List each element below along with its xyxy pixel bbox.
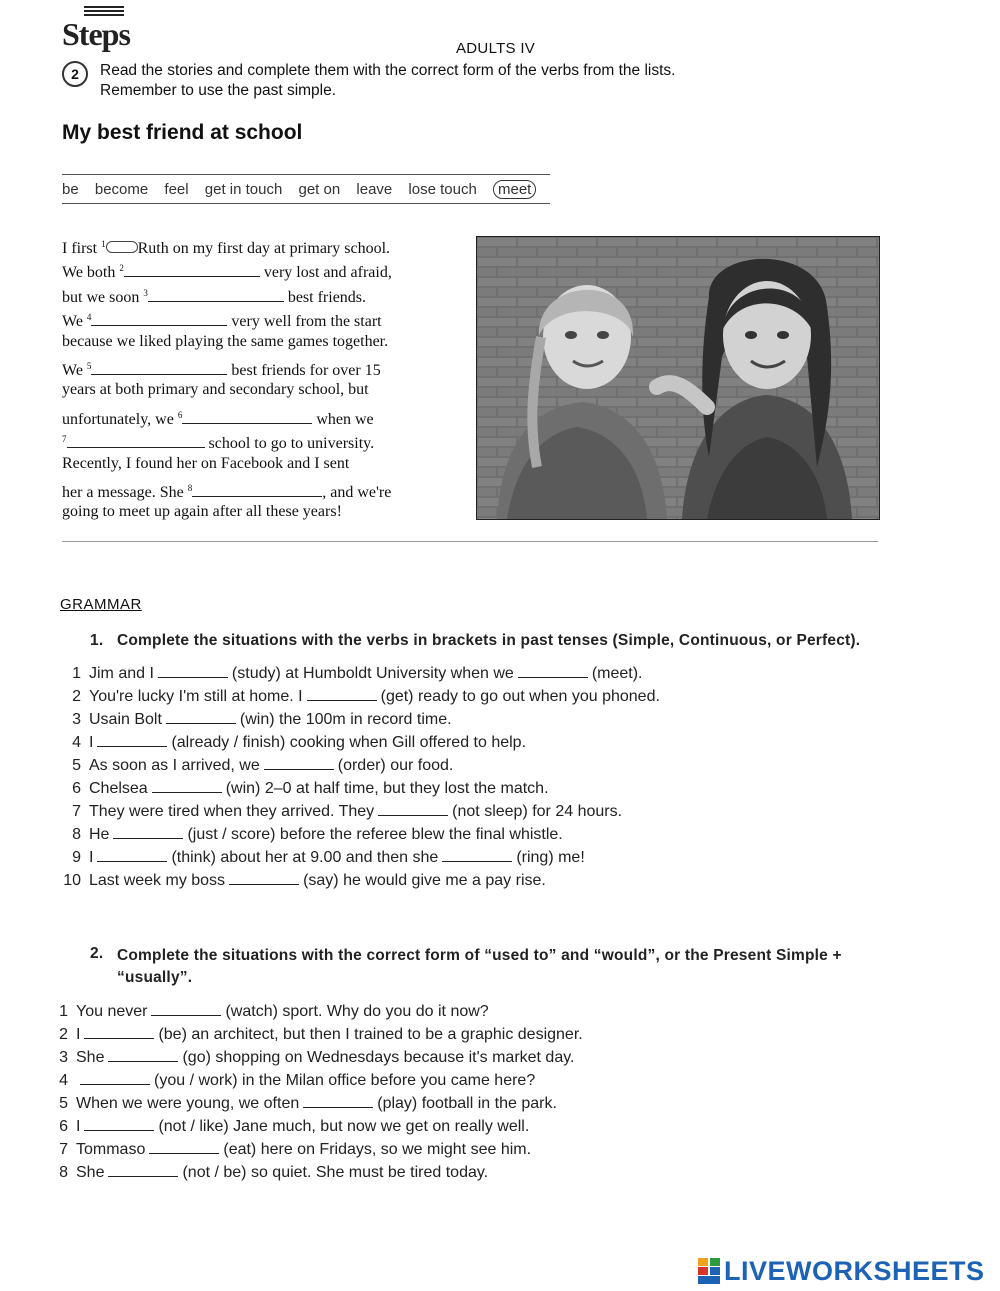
q1-number: 1.	[90, 632, 104, 649]
liveworksheets-brand: LIVEWORKSHEETS	[724, 1256, 985, 1286]
item-text: (be) an architect, but then I trained to be a graphic designer.	[158, 1026, 583, 1043]
word-option: get on	[298, 181, 341, 198]
item-text: He	[89, 826, 110, 843]
instruction-line-1: Read the stories and complete them with the correct form of the verbs from the lists.	[100, 62, 676, 79]
item-text: I	[76, 1118, 81, 1135]
answer-blank[interactable]	[229, 871, 299, 885]
item-text: (play) football in the park.	[377, 1095, 557, 1112]
answer-blank[interactable]	[108, 1163, 178, 1177]
list-item	[55, 756, 660, 779]
answer-blank[interactable]	[303, 1094, 373, 1108]
item-text: (order) our food.	[337, 757, 454, 774]
answer-blank[interactable]	[148, 287, 284, 302]
item-number: 3	[72, 711, 81, 728]
answer-blank[interactable]	[166, 710, 236, 724]
list-item	[42, 1163, 583, 1186]
item-number: 2	[72, 688, 81, 705]
item-text: She	[76, 1164, 105, 1181]
word-option: be	[62, 181, 79, 198]
item-number: 1	[59, 1003, 68, 1020]
divider	[62, 541, 878, 542]
divider	[62, 203, 550, 204]
q1-instruction: Complete the situations with the verbs in brackets in past tenses (Simple, Continuous, or Perfect).	[117, 632, 861, 649]
list-item	[55, 825, 660, 848]
item-text: I	[76, 1026, 81, 1043]
item-text: You're lucky I'm still at home. I	[89, 688, 303, 705]
item-number: 10	[63, 872, 81, 889]
item-text: Last week my boss	[89, 872, 226, 889]
grammar-heading: GRAMMAR	[60, 596, 142, 613]
answer-blank[interactable]	[108, 1048, 178, 1062]
answer-blank[interactable]	[97, 733, 167, 747]
answer-blank[interactable]	[307, 687, 377, 701]
item-number: 1	[72, 665, 81, 682]
word-box	[62, 181, 548, 198]
item-text: (study) at Humboldt University when we	[231, 665, 514, 682]
item-text: Tommaso	[76, 1141, 146, 1158]
item-text: Usain Bolt	[89, 711, 162, 728]
answer-blank[interactable]	[84, 1025, 154, 1039]
answer-blank[interactable]	[91, 360, 227, 375]
answer-blank[interactable]	[151, 1002, 221, 1016]
item-number: 4	[59, 1072, 68, 1089]
item-text: (think) about her at 9.00 and then she	[171, 849, 439, 866]
section-title: My best friend at school	[62, 121, 303, 144]
item-text: (win) the 100m in record time.	[239, 711, 452, 728]
answer-blank[interactable]	[182, 409, 312, 424]
list-item	[42, 1117, 583, 1140]
answer-blank[interactable]	[149, 1140, 219, 1154]
item-text: (ring) me!	[516, 849, 585, 866]
item-text: Jim and I	[89, 665, 154, 682]
item-text: (you / work) in the Milan office before you came here?	[154, 1072, 536, 1089]
answer-blank[interactable]	[80, 1071, 150, 1085]
answer-blank[interactable]	[124, 262, 260, 277]
word-option: lose touch	[408, 181, 477, 198]
answer-blank[interactable]	[518, 664, 588, 678]
exercise-instruction	[100, 61, 800, 101]
item-text: (not / like) Jane much, but now we get on really well.	[158, 1118, 530, 1135]
photo-illustration	[477, 237, 879, 519]
list-item	[42, 1002, 583, 1025]
answer-blank[interactable]	[67, 433, 205, 448]
item-number: 3	[59, 1049, 68, 1066]
item-number: 5	[72, 757, 81, 774]
liveworksheets-logo-icon	[698, 1258, 720, 1284]
item-text: I	[89, 734, 94, 751]
exercise-number: 2	[62, 61, 88, 87]
list-item	[55, 710, 660, 733]
answer-blank[interactable]	[158, 664, 228, 678]
word-option-example: meet	[493, 180, 536, 199]
item-text: I	[89, 849, 94, 866]
item-text: When we were young, we often	[76, 1095, 300, 1112]
q1-list	[55, 664, 660, 894]
word-option: become	[94, 181, 149, 198]
item-text: (not / be) so quiet. She must be tired today.	[182, 1164, 489, 1181]
list-item	[42, 1025, 583, 1048]
list-item	[55, 733, 660, 756]
item-text: (already / finish) cooking when Gill offered to help.	[171, 734, 527, 751]
item-number: 8	[59, 1164, 68, 1181]
answer-blank[interactable]	[378, 802, 448, 816]
item-text: (say) he would give me a pay rise.	[303, 872, 546, 889]
item-number: 6	[59, 1118, 68, 1135]
level-title: ADULTS IV	[456, 40, 536, 57]
list-item	[42, 1048, 583, 1071]
list-item	[55, 664, 660, 687]
list-item	[55, 779, 660, 802]
item-text: They were tired when they arrived. They	[89, 803, 375, 820]
list-item	[55, 871, 660, 894]
item-text: (get) ready to go out when you phoned.	[380, 688, 660, 705]
two-girls-photo	[476, 236, 880, 520]
answer-blank[interactable]	[264, 756, 334, 770]
item-number: 6	[72, 780, 81, 797]
answer-blank[interactable]	[84, 1117, 154, 1131]
item-number: 2	[59, 1026, 68, 1043]
q2-instruction: Complete the situations with the correct form of “used to” and “would”, or the Present Simple + “usually”.	[117, 947, 842, 986]
list-item	[55, 848, 660, 871]
divider	[62, 174, 550, 175]
item-text: (not sleep) for 24 hours.	[452, 803, 623, 820]
list-item	[55, 687, 660, 710]
item-text: (watch) sport. Why do you do it now?	[225, 1003, 489, 1020]
item-text: You never	[76, 1003, 148, 1020]
item-number: 8	[72, 826, 81, 843]
word-option: leave	[356, 181, 393, 198]
answer-blank[interactable]	[113, 825, 183, 839]
item-number: 5	[59, 1095, 68, 1112]
item-number: 4	[72, 734, 81, 751]
item-text: Chelsea	[89, 780, 148, 797]
answer-blank[interactable]	[106, 241, 138, 253]
item-text: (win) 2–0 at half time, but they lost the match.	[225, 780, 549, 797]
answer-blank[interactable]	[192, 482, 322, 497]
list-item	[55, 802, 660, 825]
word-option: get in touch	[204, 181, 283, 198]
story-text: I first $^1$ Ruth on my first day at primary school. We both $^2$ very lost and afraid, but we soon $^3$ best friends. We $^4$ very well from the start because we liked playing the same games together. We $^5$ best friends for over 15 years at both primary and secondary school, but unfortunately, we $^6$ when we $^7$ school to go to university. Recently, I found her on Facebook and I sent her a message. She $^8$ , and we're going to meet up again after all these years!	[62, 239, 392, 521]
item-number: 9	[72, 849, 81, 866]
item-text: As soon as I arrived, we	[89, 757, 260, 774]
word-option: feel	[164, 181, 189, 198]
list-item	[42, 1140, 583, 1163]
item-text: (eat) here on Fridays, so we might see him.	[223, 1141, 532, 1158]
item-number: 7	[59, 1141, 68, 1158]
instruction-line-2: Remember to use the past simple.	[100, 82, 337, 99]
answer-blank[interactable]	[442, 848, 512, 862]
item-text: (just / score) before the referee blew the final whistle.	[187, 826, 563, 843]
item-text: (go) shopping on Wednesdays because it's market day.	[182, 1049, 575, 1066]
list-item	[42, 1094, 583, 1117]
q2-number: 2.	[90, 945, 104, 962]
answer-blank[interactable]	[97, 848, 167, 862]
item-text: (meet).	[591, 665, 643, 682]
item-text: She	[76, 1049, 105, 1066]
q2-list	[42, 1002, 583, 1186]
steps-logo: Steps	[62, 16, 130, 52]
list-item	[42, 1071, 583, 1094]
item-number: 7	[72, 803, 81, 820]
answer-blank[interactable]	[91, 311, 227, 326]
answer-blank[interactable]	[152, 779, 222, 793]
